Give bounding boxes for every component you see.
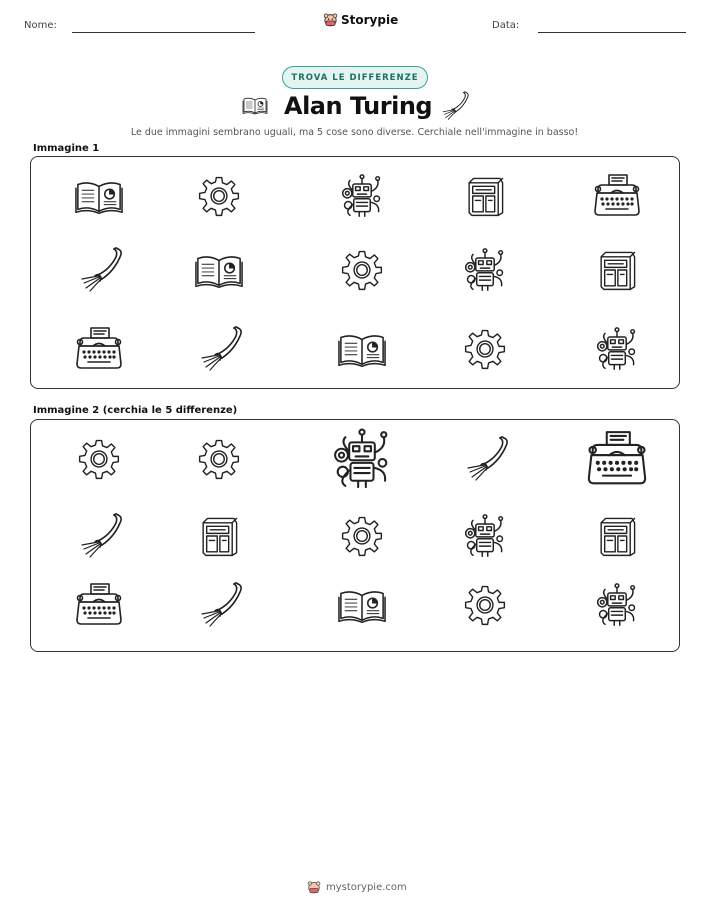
cable-icon <box>74 245 124 295</box>
footer-site[interactable]: mystorypie.com <box>326 881 407 893</box>
typewriter-icon[interactable] <box>585 427 649 491</box>
date-label: Data: <box>492 20 520 31</box>
brand-name: Storypie <box>341 12 399 27</box>
panel-1-label: Immagine 1 <box>33 143 100 154</box>
storypie-mascot-icon <box>307 880 321 894</box>
activity-badge: TROVA LE DIFFERENZE <box>282 66 428 89</box>
cable-icon <box>438 90 470 122</box>
gear-icon[interactable] <box>463 583 507 627</box>
instructions: Le due immagini sembrano uguali, ma 5 cose sono diverse. Cerchiale nell'immagine in basso! <box>130 127 579 138</box>
typewriter-icon <box>592 171 642 221</box>
book-icon <box>241 95 269 115</box>
storypie-mascot-icon <box>323 12 338 27</box>
gear-icon[interactable] <box>77 437 121 481</box>
typewriter-icon <box>74 324 124 374</box>
gear-icon[interactable] <box>197 437 241 481</box>
name-field-line[interactable] <box>72 32 255 33</box>
robot-icon[interactable] <box>594 582 640 628</box>
book-icon <box>195 246 243 294</box>
robot-icon[interactable] <box>330 427 394 491</box>
typewriter-icon[interactable] <box>74 580 124 630</box>
robot-icon <box>339 173 385 219</box>
cabinet-icon <box>595 248 639 292</box>
book-icon <box>338 325 386 373</box>
robot-icon <box>462 247 508 293</box>
book-icon[interactable] <box>338 581 386 629</box>
gear-icon <box>197 174 241 218</box>
book-icon <box>75 172 123 220</box>
gear-icon <box>340 248 384 292</box>
cable-icon <box>194 324 244 374</box>
name-label: Nome: <box>24 20 57 31</box>
cabinet-icon[interactable] <box>595 514 639 558</box>
page-title: Alan Turing <box>284 92 433 120</box>
brand-logo <box>323 12 398 27</box>
footer <box>307 880 407 894</box>
gear-icon[interactable] <box>340 514 384 558</box>
cable-icon[interactable] <box>74 511 124 561</box>
robot-icon[interactable] <box>462 513 508 559</box>
panel-2-label: Immagine 2 (cerchia le 5 differenze) <box>33 405 238 416</box>
cabinet-icon[interactable] <box>197 514 241 558</box>
cabinet-icon <box>463 174 507 218</box>
cable-icon[interactable] <box>194 580 244 630</box>
gear-icon <box>463 327 507 371</box>
cable-icon[interactable] <box>460 434 510 484</box>
date-field-line[interactable] <box>538 32 686 33</box>
robot-icon <box>594 326 640 372</box>
